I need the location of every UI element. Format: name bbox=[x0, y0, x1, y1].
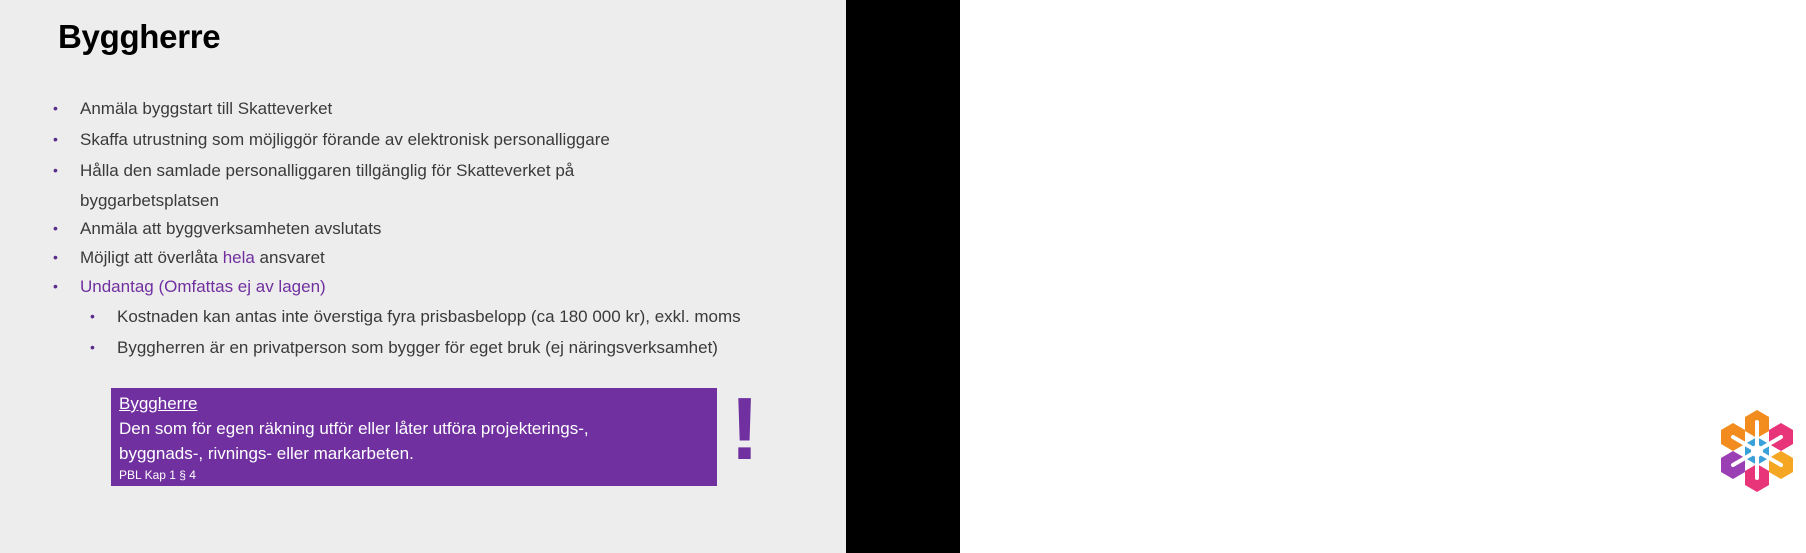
bullet-item-line: Hålla den samlade personalliggaren tillgänglig för Skatteverket på bbox=[80, 161, 575, 180]
brand-logo-line: BYGGBRANSCHEN bbox=[1712, 497, 1794, 507]
definition-text-line: byggnads-, rivnings- eller markarbeten. bbox=[119, 444, 414, 463]
bullet-text-highlight: hela bbox=[222, 248, 255, 267]
bullet-item: • Anmäla att byggverksamheten avslutats bbox=[80, 214, 381, 244]
brand-logo-line: I SAMVERKAN bbox=[1722, 508, 1784, 518]
sub-bullet-item: • Kostnaden kan antas inte överstiga fyra prisbasbelopp (ca 180 000 kr), exkl. moms bbox=[117, 302, 741, 332]
bullet-text: Möjligt att överlåta bbox=[80, 248, 223, 267]
definition-reference: PBL Kap 1 § 4 bbox=[119, 468, 196, 482]
bullet-item bbox=[80, 243, 325, 273]
slide-title: Byggherre bbox=[58, 18, 221, 55]
bullet-item: • Anmäla byggstart till Skatteverket bbox=[80, 94, 332, 124]
byggbranschen-logo-icon bbox=[1712, 408, 1802, 492]
definition-box bbox=[111, 388, 717, 486]
brand-logo-text bbox=[1700, 497, 1806, 519]
slide-canvas bbox=[0, 0, 846, 553]
definition-text-line: Den som för egen räkning utför eller låter utföra projekterings-, bbox=[119, 419, 589, 438]
bullet-item bbox=[80, 156, 574, 216]
bullet-text: ansvaret bbox=[254, 248, 325, 267]
bullet-item-line: byggarbetsplatsen bbox=[80, 191, 219, 210]
bullet-item-exception: • Undantag (Omfattas ej av lagen) bbox=[80, 272, 326, 302]
bullet-item: • Skaffa utrustning som möjliggör förande av elektronisk personalliggare bbox=[80, 125, 610, 155]
exclamation-mark: ! bbox=[730, 379, 760, 478]
sub-bullet-item: • Byggherren är en privatperson som bygger för eget bruk (ej näringsverksamhet) bbox=[117, 333, 718, 363]
brand-sidebar bbox=[846, 0, 1794, 553]
definition-title: Byggherre bbox=[119, 394, 198, 413]
